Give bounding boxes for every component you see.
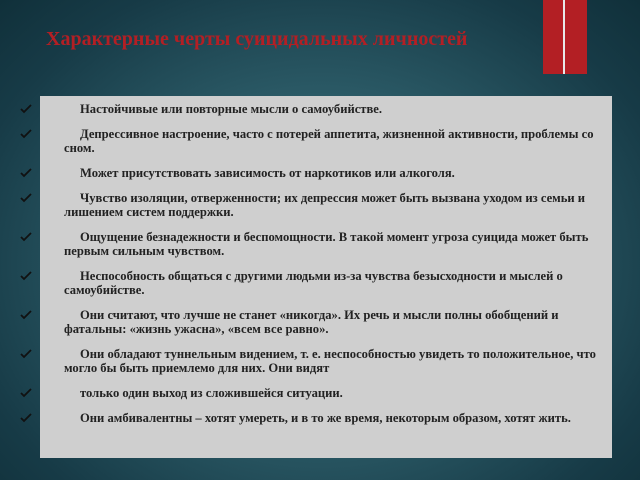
slide-title: Характерные черты суицидальных личностей (46, 28, 468, 50)
list-item (40, 127, 604, 155)
bullet-text: Депрессивное настроение, часто с потерей аппетита, жизненной активности, проблемы со сном. (64, 127, 594, 155)
bullet-text: Они обладают туннельным видением, т. е. неспособностью увидеть то положительное, что могло бы быть приемлемо для них. Они видят (64, 347, 596, 375)
bullet-text: Ощущение безнадежности и беспомощности. В такой момент угроза суицида может быть первым сильным чувством. (64, 230, 589, 258)
bullet-text: только один выход из сложившейся ситуации. (80, 386, 343, 400)
checkmark-arrow-icon (20, 192, 32, 204)
checkmark-arrow-icon (20, 231, 32, 243)
bullet-text: Чувство изоляции, отверженности; их депрессия может быть вызвана уходом из семьи и лишением систем поддержки. (64, 191, 586, 219)
bullet-text: Неспособность общаться с другими людьми из-за чувства безысходности и мыслей о самоубийстве. (64, 269, 563, 297)
content-panel (40, 96, 612, 458)
list-item (40, 347, 604, 375)
list-item (40, 269, 604, 297)
list-item (40, 411, 604, 425)
list-item (40, 166, 604, 180)
list-item (40, 230, 604, 258)
bullet-text: Настойчивые или повторные мысли о самоубийстве. (80, 102, 383, 116)
checkmark-arrow-icon (20, 103, 32, 115)
bullet-text: Они считают, что лучше не станет «никогда». Их речь и мысли полны обобщений и фатальны: «жизнь ужасна», «всем все равно». (64, 308, 559, 336)
bullet-list (40, 96, 612, 425)
list-item (40, 102, 604, 116)
list-item (40, 191, 604, 219)
bullet-text: Они амбивалентны – хотят умереть, и в то же время, некоторым образом, хотят жить. (80, 411, 571, 425)
checkmark-arrow-icon (20, 270, 32, 282)
checkmark-arrow-icon (20, 128, 32, 140)
checkmark-arrow-icon (20, 309, 32, 321)
checkmark-arrow-icon (20, 387, 32, 399)
checkmark-arrow-icon (20, 167, 32, 179)
list-item (40, 386, 604, 400)
checkmark-arrow-icon (20, 348, 32, 360)
checkmark-arrow-icon (20, 412, 32, 424)
list-item (40, 308, 604, 336)
bullet-text: Может присутствовать зависимость от наркотиков или алкоголя. (80, 166, 455, 180)
